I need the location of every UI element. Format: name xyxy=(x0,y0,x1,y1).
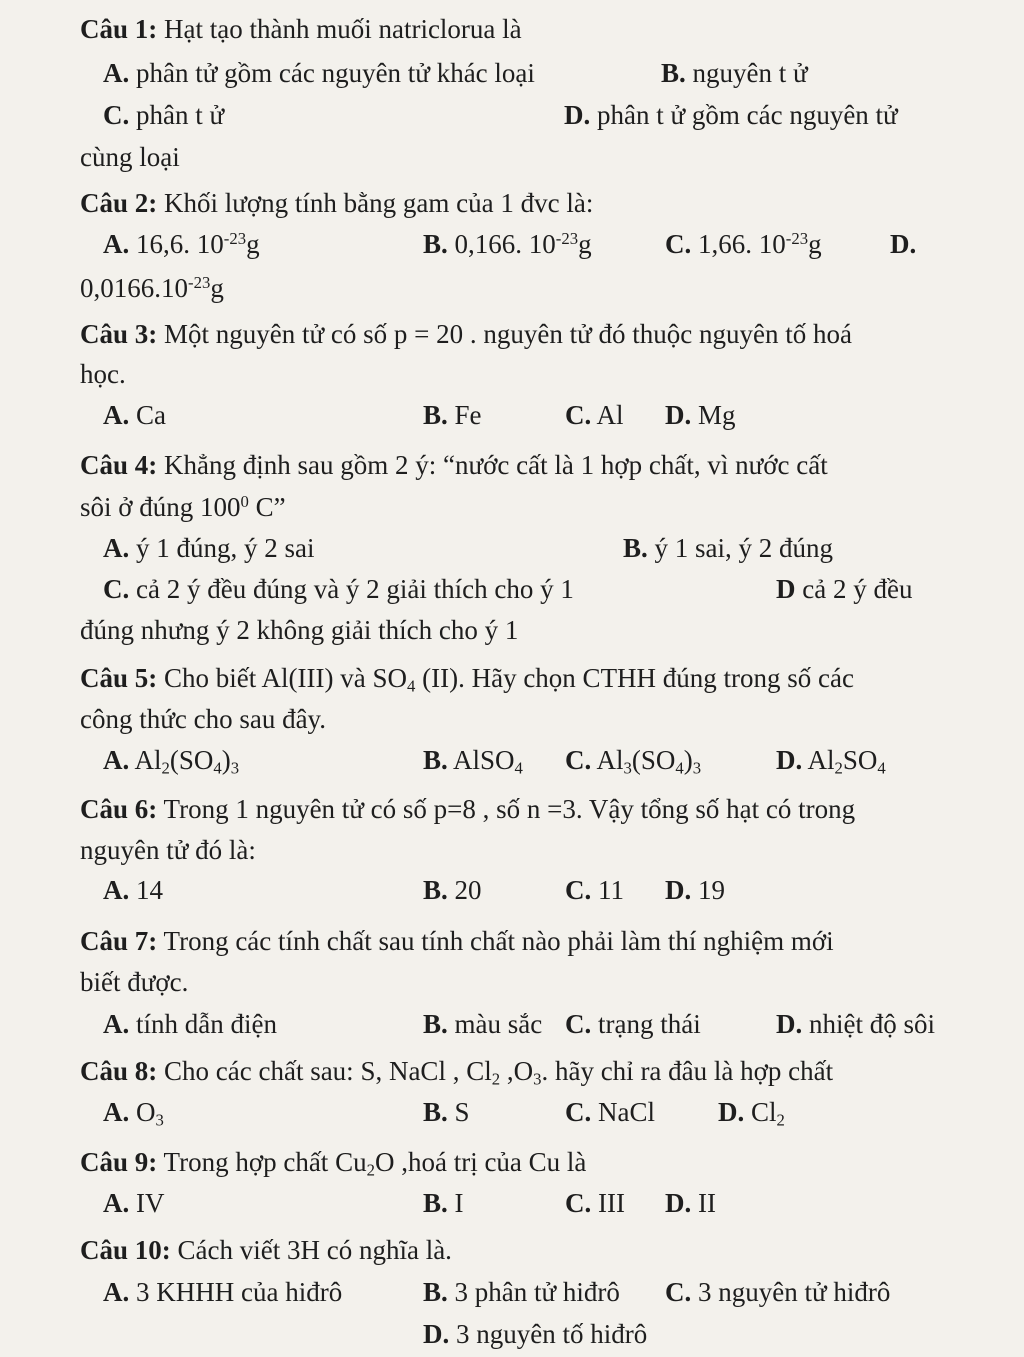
q5-option-a[interactable]: A. $Al_2(SO_4)_3$ xyxy=(103,745,240,778)
q7-option-d[interactable]: D. nhiệt độ sôi xyxy=(776,1009,935,1039)
q8-option-d[interactable]: D. $Cl_2$ xyxy=(718,1097,785,1130)
question-5-stem: Câu 5: Cho biết Al(III) và $SO_4$ (II). Hãy chọn CTHH đúng trong số các xyxy=(80,663,855,696)
q1-option-b[interactable]: B. nguyên t ử xyxy=(661,58,808,88)
q9-option-b[interactable]: B. I xyxy=(423,1188,464,1218)
q8-option-c[interactable]: C. NaCl xyxy=(565,1097,655,1127)
q4-option-b[interactable]: B. ý 1 sai, ý 2 đúng xyxy=(623,533,834,563)
q8-option-a[interactable]: A. $O_3$ xyxy=(103,1097,164,1130)
q4-option-a[interactable]: A. ý 1 đúng, ý 2 sai xyxy=(103,533,315,563)
q9-option-d[interactable]: D. II xyxy=(665,1188,716,1218)
q9-option-a[interactable]: A. IV xyxy=(103,1188,165,1218)
q1-option-c[interactable]: C. phân t ử xyxy=(103,100,225,130)
q5-option-d[interactable]: D. $Al_2SO_4$ xyxy=(776,745,886,778)
q7-option-b[interactable]: B. màu sắc xyxy=(423,1009,543,1039)
question-2-stem: Câu 2: Khối lượng tính bằng gam của 1 đvc là: xyxy=(80,188,594,218)
q3-option-d[interactable]: D. Mg xyxy=(665,400,736,430)
q10-option-a[interactable]: A. 3 KHHH của hiđrô xyxy=(103,1277,343,1307)
question-8-stem: Câu 8: Cho các chất sau: S, NaCl , $Cl_2$ $,O_3$. hãy chỉ ra đâu là hợp chất xyxy=(80,1056,834,1089)
q4-option-c[interactable]: C. cả 2 ý đều đúng và ý 2 giải thích cho ý 1 xyxy=(103,574,574,604)
question-1-stem: Câu 1: Hạt tạo thành muối natriclorua là xyxy=(80,14,522,44)
q1-option-d-cont: cùng loại xyxy=(80,142,180,172)
q5-option-b[interactable]: B. AlSO$_4$ xyxy=(423,745,523,778)
question-10-stem: Câu 10: Cách viết 3H có nghĩa là. xyxy=(80,1235,452,1265)
q9-option-c[interactable]: C. III xyxy=(565,1188,625,1218)
q3-option-b[interactable]: B. Fe xyxy=(423,400,482,430)
q6-option-d[interactable]: D. 19 xyxy=(665,875,725,905)
question-3-stem-cont: học. xyxy=(80,359,126,389)
q2-option-d-cont: $0,0166.10^{-23}g$ xyxy=(80,272,224,303)
q2-option-b[interactable]: B. 0,166. $10^{-23}g$ xyxy=(423,228,592,259)
q6-option-c[interactable]: C. 11 xyxy=(565,875,624,905)
q2-option-c[interactable]: C. 1,66. $10^{-23}g$ xyxy=(665,228,822,259)
q4-option-d[interactable]: D cả 2 ý đều xyxy=(776,574,913,604)
q6-option-a[interactable]: A. 14 xyxy=(103,875,163,905)
question-7-stem-cont: biết được. xyxy=(80,967,189,997)
q7-option-a[interactable]: A. tính dẫn điện xyxy=(103,1009,277,1039)
q10-option-d[interactable]: D. 3 nguyên tố hiđrô xyxy=(423,1319,648,1349)
q7-option-c[interactable]: C. trạng thái xyxy=(565,1009,701,1039)
q3-option-a[interactable]: A. Ca xyxy=(103,400,166,430)
q6-option-b[interactable]: B. 20 xyxy=(423,875,482,905)
question-5-stem-cont: công thức cho sau đây. xyxy=(80,704,327,734)
q2-option-a[interactable]: A. 16,6. $10^{-23}g$ xyxy=(103,228,260,259)
question-6-stem: Câu 6: Trong 1 nguyên tử có số p=8 , số n =3. Vậy tổng số hạt có trong xyxy=(80,794,856,824)
q4-option-d-cont: đúng nhưng ý 2 không giải thích cho ý 1 xyxy=(80,615,519,645)
q1-option-a[interactable]: A. phân tử gồm các nguyên tử khác loại xyxy=(103,58,535,88)
question-9-stem: Câu 9: Trong hợp chất $Cu_2O$ ,hoá trị của Cu là xyxy=(80,1147,587,1180)
q3-option-c[interactable]: C. Al xyxy=(565,400,624,430)
question-7-stem: Câu 7: Trong các tính chất sau tính chất nào phải làm thí nghiệm mới xyxy=(80,926,834,956)
question-4-stem: Câu 4: Khẳng định sau gồm 2 ý: “nước cất là 1 hợp chất, vì nước cất xyxy=(80,450,828,480)
q10-option-b[interactable]: B. 3 phân tử hiđrô xyxy=(423,1277,620,1307)
q5-option-c[interactable]: C. $Al_3(SO_4)_3$ xyxy=(565,745,702,778)
question-6-stem-cont: nguyên tử đó là: xyxy=(80,835,256,865)
q2-option-d[interactable]: D. xyxy=(890,229,917,259)
question-4-stem-cont: sôi ở đúng $100^0$ C” xyxy=(80,491,286,522)
q8-option-b[interactable]: B. S xyxy=(423,1097,470,1127)
q1-option-d[interactable]: D. phân t ử gồm các nguyên tử xyxy=(564,100,898,130)
q10-option-c[interactable]: C. 3 nguyên tử hiđrô xyxy=(665,1277,891,1307)
question-3-stem: Câu 3: Một nguyên tử có số p = 20 . nguyên tử đó thuộc nguyên tố hoá xyxy=(80,319,852,349)
